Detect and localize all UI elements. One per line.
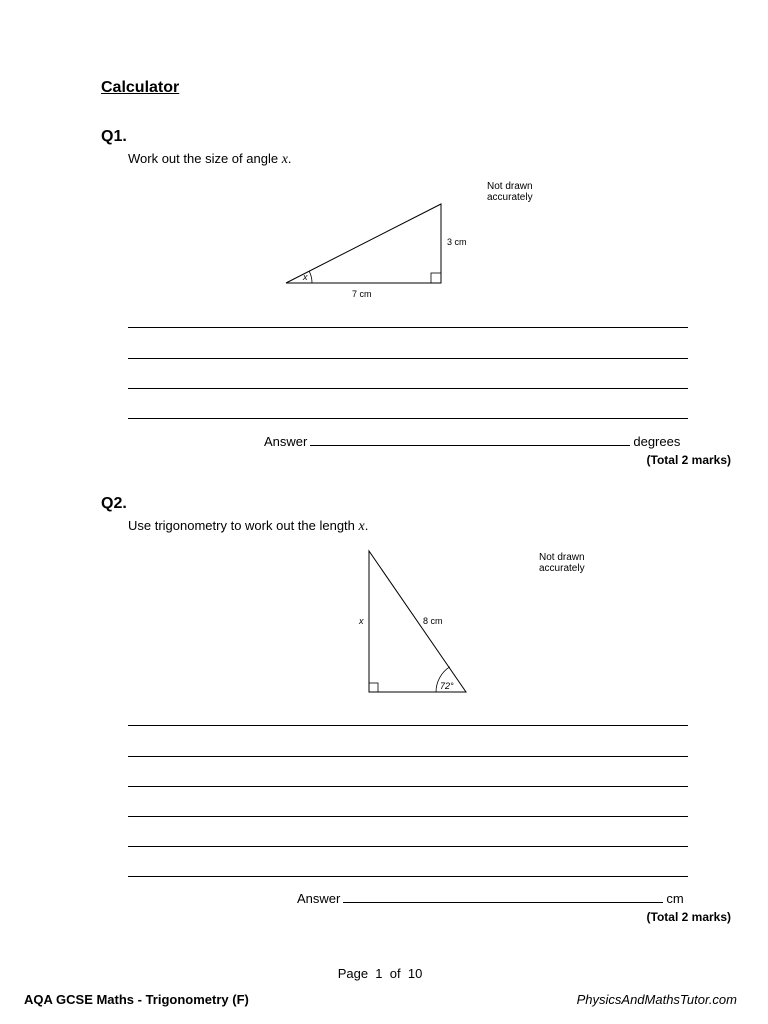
q1-side-base-label: 7 cm: [352, 289, 372, 299]
q2-working-line-6: [128, 876, 688, 877]
q2-working-line-5: [128, 846, 688, 847]
q1-working-line-2: [128, 358, 688, 359]
q1-answer-unit: degrees: [633, 434, 681, 449]
q2-answer-unit: cm: [666, 891, 684, 906]
q2-note-line2: accurately: [539, 563, 585, 574]
q2-angle-label: 72°: [440, 681, 454, 691]
q2-marks: (Total 2 marks): [646, 910, 731, 924]
q1-text-var: x: [281, 152, 288, 167]
q1-angle-label: x: [303, 272, 308, 282]
footer-site-name: PhysicsAndMathsTutor.com: [576, 992, 737, 1007]
q2-triangle: [369, 551, 466, 692]
q1-note: [487, 181, 533, 203]
q1-working-line-1: [128, 327, 688, 328]
q2-answer-field[interactable]: [343, 892, 663, 903]
q2-triangle-diagram: [352, 544, 482, 704]
q2-right-angle-mark: [369, 683, 378, 692]
q1-marks: (Total 2 marks): [646, 453, 731, 467]
q1-working-line-4: [128, 418, 688, 419]
q1-label: Q1.: [101, 128, 127, 145]
q2-working-line-4: [128, 816, 688, 817]
q1-note-line2: accurately: [487, 192, 533, 203]
q1-text-after: .: [287, 151, 292, 166]
page-number: [0, 966, 760, 981]
page-of: of: [389, 966, 401, 981]
q2-note: [539, 552, 585, 574]
q2-text: [128, 518, 368, 535]
q1-working-line-3: [128, 388, 688, 389]
q2-text-after: .: [364, 518, 369, 533]
q1-right-angle-mark: [431, 273, 441, 283]
q1-triangle-diagram: [278, 196, 478, 306]
q2-answer-label: Answer: [297, 891, 341, 906]
q2-note-line1: Not drawn: [539, 552, 585, 563]
q2-answer-row: [297, 891, 684, 906]
q1-answer-field[interactable]: [310, 435, 630, 446]
q2-working-line-3: [128, 786, 688, 787]
q1-triangle: [286, 204, 441, 283]
q2-label: Q2.: [101, 495, 127, 512]
q1-answer-label: Answer: [264, 434, 308, 449]
q2-text-before: Use trigonometry to work out the length: [128, 518, 359, 533]
q1-note-line1: Not drawn: [487, 181, 533, 192]
q1-side-vertical-label: 3 cm: [447, 237, 467, 247]
q1-answer-row: [264, 434, 680, 449]
page-word: Page: [337, 966, 369, 981]
q2-side-hypotenuse-label: 8 cm: [423, 616, 443, 626]
page-total: 10: [407, 966, 423, 981]
q2-working-line-1: [128, 725, 688, 726]
footer-course-title: AQA GCSE Maths - Trigonometry (F): [24, 992, 249, 1007]
q1-text-before: Work out the size of angle: [128, 151, 282, 166]
q1-angle-arc: [309, 271, 312, 283]
section-title: Calculator: [101, 79, 180, 96]
q2-side-vertical-label: x: [359, 616, 364, 626]
q2-text-var: x: [358, 519, 365, 534]
q2-working-line-2: [128, 756, 688, 757]
page-current: 1: [375, 966, 383, 981]
q1-text: [128, 151, 292, 168]
